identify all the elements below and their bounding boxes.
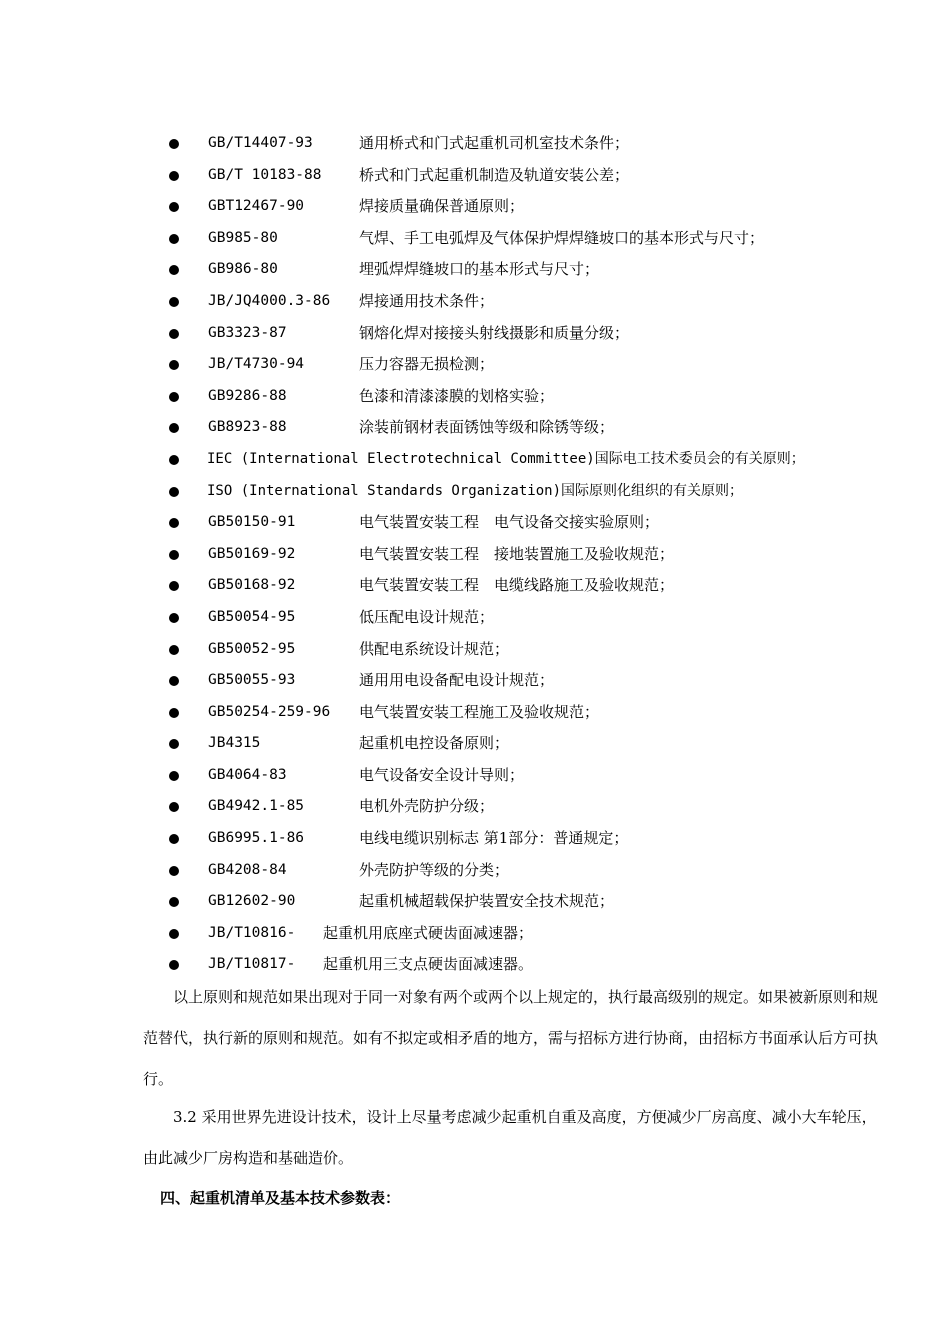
list-item: [0, 444, 950, 476]
standard-description: 电气装置安装工程 电气设备交接实验原则；: [359, 513, 660, 532]
bullet-icon: [169, 423, 179, 433]
standard-description: 压力容器无损检测；: [359, 355, 495, 374]
list-item: [0, 823, 950, 855]
standard-description: 通用桥式和门式起重机司机室技术条件；: [359, 134, 630, 152]
standard-code: GB985-80: [208, 229, 278, 246]
list-item: [0, 191, 950, 223]
design-paragraph: [143, 1097, 883, 1179]
precedence-text: 以上原则和规范如果出现对于同一对象有两个或两个以上规定的，执行最高级别的规定。如果被新原则和规范替代，执行新的原则和规范。如有不拟定或相矛盾的地方，需与招标方进行协商，由招标方书面承认后方可执行。: [143, 988, 879, 1088]
standard-code: GB50055-93: [208, 672, 296, 689]
standard-description: 焊接质量确保普通原则；: [359, 197, 525, 216]
standard-code: JB/JQ4000.3-86: [208, 292, 331, 309]
list-item: [0, 886, 950, 918]
standard-description: 焊接通用技术条件；: [359, 291, 495, 310]
bullet-icon: [169, 487, 179, 497]
bullet-icon: [169, 739, 179, 749]
standard-description: 起重机械超载保护装置安全技术规范；: [359, 892, 615, 911]
standard-code: GB986-80: [208, 261, 278, 278]
standard-description: 低压配电设计规范；: [359, 607, 495, 626]
standard-code: GB50168-92: [208, 577, 296, 594]
standard-description: 电机外壳防护分级；: [359, 797, 495, 816]
standard-description: 气焊、手工电弧焊及气体保护焊焊缝坡口的基本形式与尺寸；: [359, 228, 765, 247]
bullet-icon: [169, 455, 179, 465]
bullet-icon: [169, 897, 179, 907]
list-item: [0, 697, 950, 729]
standard-code: GB50054-95: [208, 608, 296, 625]
standard-code: JB/T10816-: [208, 924, 296, 941]
standard-description: 钢熔化焊对接接头射线摄影和质量分级；: [359, 323, 630, 342]
bullet-icon: [169, 265, 179, 275]
standard-code: JB/T4730-94: [208, 356, 305, 373]
precedence-paragraph: [143, 977, 883, 1100]
standard-description: 色漆和清漆漆膜的划格实验；: [359, 386, 555, 405]
list-item: [0, 507, 950, 539]
standard-description: 电气装置安装工程施工及验收规范；: [359, 702, 600, 721]
standard-description: 埋弧焊焊缝坡口的基本形式与尺寸；: [359, 260, 600, 279]
bullet-icon: [169, 708, 179, 718]
list-item: [0, 855, 950, 887]
bullet-icon: [169, 613, 179, 623]
list-item: [0, 728, 950, 760]
bullet-icon: [169, 581, 179, 591]
standard-description: 起重机用底座式硬齿面减速器；: [323, 923, 534, 942]
list-item: [0, 412, 950, 444]
bullet-icon: [169, 202, 179, 212]
standard-description: 电气设备安全设计导则；: [359, 765, 525, 784]
list-item: [0, 286, 950, 318]
standard-description: ISO (International Standards Organization)国际原则化组织的有关原则；: [207, 482, 744, 499]
bullet-icon: [169, 360, 179, 370]
bullet-icon: [169, 866, 179, 876]
standards-list: [0, 128, 950, 981]
list-item: [0, 665, 950, 697]
bullet-icon: [169, 676, 179, 686]
bullet-icon: [169, 518, 179, 528]
list-item: [0, 539, 950, 571]
standard-code: JB4315: [208, 735, 261, 752]
standard-code: GB4942.1-85: [208, 798, 305, 815]
standard-description: 起重机用三支点硬齿面减速器。: [323, 955, 534, 974]
standard-description: 电气装置安装工程 电缆线路施工及验收规范；: [359, 576, 675, 595]
bullet-icon: [169, 802, 179, 812]
list-item: [0, 349, 950, 381]
list-item: [0, 760, 950, 792]
bullet-icon: [169, 171, 179, 181]
list-item: [0, 223, 950, 255]
bullet-icon: [169, 645, 179, 655]
standard-code: GB6995.1-86: [208, 830, 305, 847]
standard-description: IEC (International Electrotechnical Committee)国际电工技术委员会的有关原则；: [207, 450, 805, 467]
list-item: [0, 160, 950, 192]
standard-code: GB50150-91: [208, 514, 296, 531]
bullet-icon: [169, 771, 179, 781]
standard-description: 通用用电设备配电设计规范；: [359, 671, 555, 690]
standard-code: GB3323-87: [208, 324, 287, 341]
list-item: [0, 570, 950, 602]
standard-code: GB4064-83: [208, 766, 287, 783]
list-item: [0, 918, 950, 950]
standard-code: GB50169-92: [208, 545, 296, 562]
standard-description: 供配电系统设计规范；: [359, 639, 510, 658]
list-item: [0, 476, 950, 508]
standard-description: 外壳防护等级的分类；: [359, 860, 510, 879]
standard-description: 桥式和门式起重机制造及轨道安装公差；: [359, 165, 630, 184]
section-heading: 四、起重机清单及基本技术参数表：: [160, 1189, 401, 1207]
standard-code: GB/T 10183-88: [208, 166, 322, 183]
bullet-icon: [169, 834, 179, 844]
bullet-icon: [169, 960, 179, 970]
list-item: [0, 791, 950, 823]
bullet-icon: [169, 297, 179, 307]
bullet-icon: [169, 234, 179, 244]
bullet-icon: [169, 929, 179, 939]
list-item: [0, 602, 950, 634]
bullet-icon: [169, 392, 179, 402]
standard-code: GBT12467-90: [208, 198, 305, 215]
standard-description: 起重机电控设备原则；: [359, 734, 510, 753]
standard-description: 电气装置安装工程 接地装置施工及验收规范；: [359, 544, 675, 563]
standard-code: GB12602-90: [208, 893, 296, 910]
standard-code: GB50254-259-96: [208, 703, 331, 720]
bullet-icon: [169, 550, 179, 560]
bullet-icon: [169, 329, 179, 339]
list-item: [0, 381, 950, 413]
standard-description: 电线电缆识别标志 第1部分：普通规定；: [359, 829, 629, 848]
standard-code: GB9286-88: [208, 387, 287, 404]
bullet-icon: [169, 139, 179, 149]
standard-description: 涂装前钢材表面锈蚀等级和除锈等级；: [359, 418, 615, 437]
standard-code: GB50052-95: [208, 640, 296, 657]
list-item: [0, 634, 950, 666]
standard-code: GB8923-88: [208, 419, 287, 436]
standard-code: GB/T14407-93: [208, 135, 313, 151]
standard-code: GB4208-84: [208, 861, 287, 878]
standard-code: JB/T10817-: [208, 956, 296, 973]
list-item: [0, 318, 950, 350]
list-item: [0, 128, 950, 160]
list-item: [0, 254, 950, 286]
design-text: 3.2 采用世界先进设计技术，设计上尽量考虑减少起重机自重及高度，方便减少厂房高度、减小大车轮压，由此减少厂房构造和基础造价。: [143, 1108, 877, 1167]
